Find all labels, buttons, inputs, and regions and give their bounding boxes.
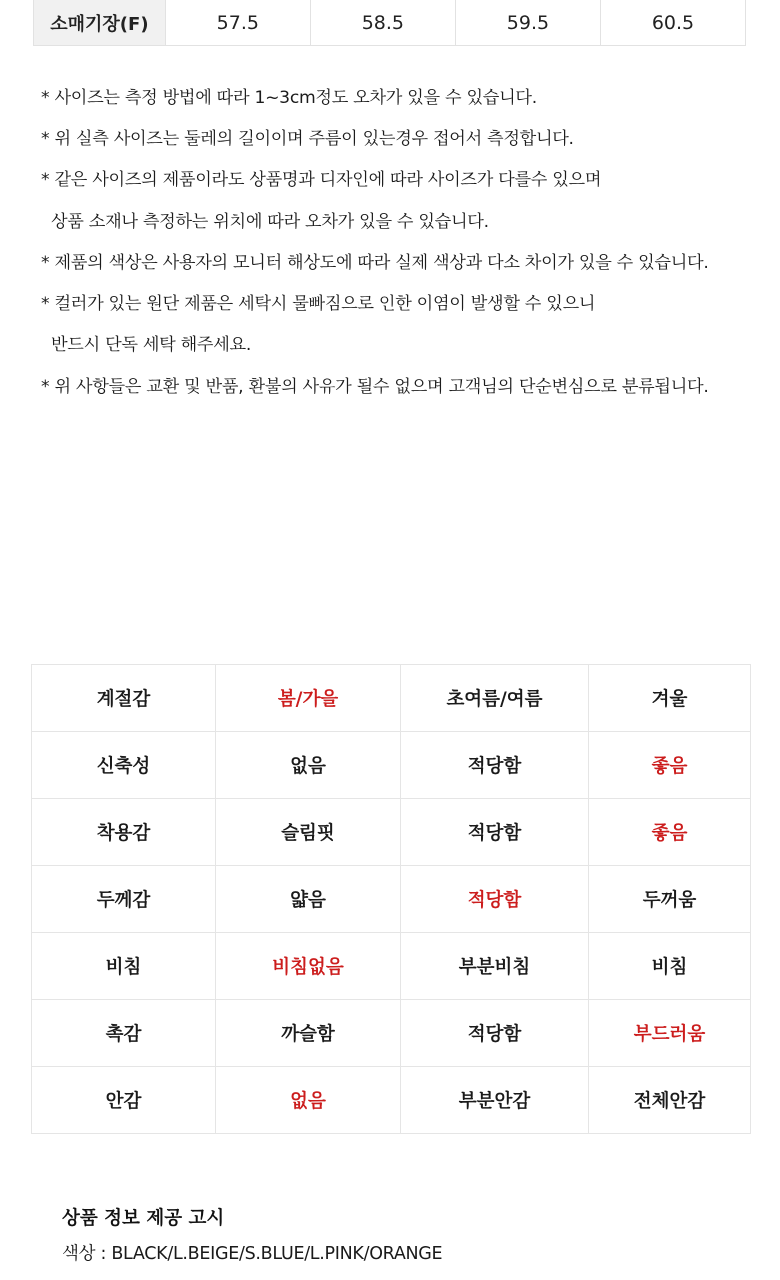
product-color-line: 색상 : BLACK/L.BEIGE/S.BLUE/L.PINK/ORANGE [62, 1244, 443, 1264]
attribute-row [32, 1067, 751, 1134]
attribute-option: 얇음 [216, 866, 401, 933]
attribute-option: 비침없음 [216, 933, 401, 1000]
product-attributes-table [31, 664, 751, 1134]
attribute-option: 겨울 [589, 665, 751, 732]
attribute-option: 적당함 [401, 732, 589, 799]
attribute-option: 부분안감 [401, 1067, 589, 1134]
note-line: * 위 실측 사이즈는 둘레의 길이이며 주름이 있는경우 접어서 측정합니다. [41, 128, 574, 149]
attribute-row [32, 665, 751, 732]
attribute-option: 비침 [589, 933, 751, 1000]
attribute-option: 없음 [216, 732, 401, 799]
attribute-option: 좋음 [589, 732, 751, 799]
attribute-option: 슬림핏 [216, 799, 401, 866]
attribute-option: 적당함 [401, 866, 589, 933]
attribute-row [32, 866, 751, 933]
attribute-label: 촉감 [32, 1000, 216, 1067]
attribute-row [32, 933, 751, 1000]
attribute-label: 안감 [32, 1067, 216, 1134]
attribute-option: 초여름/여름 [401, 665, 589, 732]
attribute-option: 좋음 [589, 799, 751, 866]
attribute-option: 적당함 [401, 1000, 589, 1067]
size-table-row [33, 0, 746, 46]
attribute-row [32, 799, 751, 866]
attribute-label: 두께감 [32, 866, 216, 933]
size-notes [41, 77, 761, 407]
note-line: 반드시 단독 세탁 해주세요. [51, 335, 251, 356]
size-value: 59.5 [456, 0, 601, 45]
note-line: * 위 사항들은 교환 및 반품, 환불의 사유가 될수 없으며 고객님의 단순변심으로 분류됩니다. [41, 376, 709, 397]
size-value: 57.5 [166, 0, 311, 45]
size-value: 58.5 [311, 0, 456, 45]
note-line: * 컬러가 있는 원단 제품은 세탁시 물빠짐으로 인한 이염이 발생할 수 있으니 [41, 294, 596, 315]
attribute-option: 부분비침 [401, 933, 589, 1000]
attribute-row [32, 732, 751, 799]
attribute-option: 두꺼움 [589, 866, 751, 933]
attribute-option: 부드러움 [589, 1000, 751, 1067]
attribute-row [32, 1000, 751, 1067]
note-line: * 같은 사이즈의 제품이라도 상품명과 디자인에 따라 사이즈가 다를수 있으며 [41, 170, 602, 191]
attribute-option: 까슬함 [216, 1000, 401, 1067]
attribute-label: 계절감 [32, 665, 216, 732]
note-line: * 제품의 색상은 사용자의 모니터 해상도에 따라 실제 색상과 다소 차이가 있을 수 있습니다. [41, 252, 709, 273]
attribute-label: 비침 [32, 933, 216, 1000]
note-line: 상품 소재나 측정하는 위치에 따라 오차가 있을 수 있습니다. [51, 211, 489, 232]
attribute-option: 전체안감 [589, 1067, 751, 1134]
attribute-option: 없음 [216, 1067, 401, 1134]
attribute-option: 봄/가을 [216, 665, 401, 732]
product-info-title: 상품 정보 제공 고시 [62, 1208, 225, 1229]
attribute-label: 착용감 [32, 799, 216, 866]
attribute-option: 적당함 [401, 799, 589, 866]
size-row-header: 소매기장(F) [34, 0, 166, 45]
note-line: * 사이즈는 측정 방법에 따라 1~3cm정도 오차가 있을 수 있습니다. [41, 87, 537, 108]
attribute-label: 신축성 [32, 732, 216, 799]
size-value: 60.5 [601, 0, 746, 45]
